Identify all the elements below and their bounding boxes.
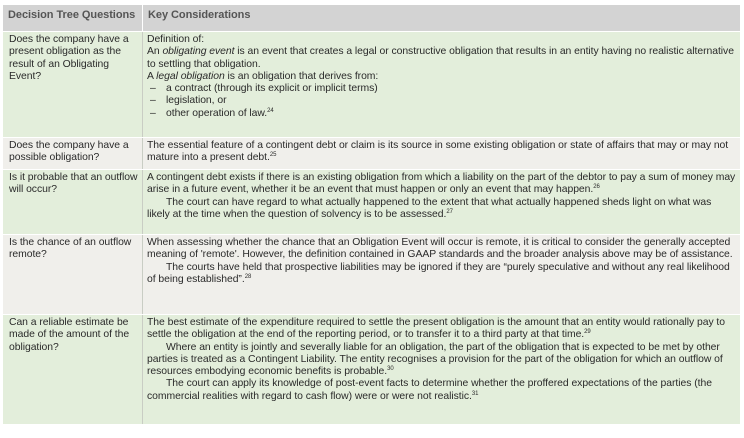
considerations-cell: [143, 32, 741, 138]
footnote-ref: 25: [269, 152, 277, 159]
definition-heading: Definition of:: [147, 34, 205, 45]
question-cell: Is the chance of an outflow remote?: [3, 235, 143, 315]
footnote-ref: 30: [387, 366, 394, 373]
dash-list: [147, 83, 736, 120]
considerations-cell: [143, 138, 741, 170]
footnote-ref: 28: [244, 273, 252, 280]
paragraph: When assessing whether the chance that an Obligation Event will occur is remote, it is critical to consider the generally accepted meaning of 'remote'. However, the definition contained in GAAP standards and the broader analysis above may be of assistance.: [147, 237, 733, 261]
column-header-questions: Decision Tree Questions: [3, 5, 143, 32]
paragraph: The court can have regard to what actually happened to the extent that what actually happened sheds light on what was likely at the time when the question of solvency is to be assessed.$^{27}$: [147, 196, 712, 220]
paragraph: Where an entity is jointly and severally liable for an obligation, the part of the obligation that is expected to be met by other parties is treated as a Contingent Liability. The entity recognises a provision for the part of the obligation for which an outflow of resources embodying economic benefits is probable.$^{30}$: [147, 341, 723, 378]
considerations-cell: [143, 235, 741, 315]
paragraph: The courts have held that prospective liabilities may be ignored if they are “purely speculative and without any real likelihood of being established”.$^{28}$: [147, 261, 730, 285]
considerations-cell: [143, 315, 741, 425]
table-row: [3, 32, 741, 138]
column-header-considerations: Key Considerations: [143, 5, 741, 32]
paragraph: The best estimate of the expenditure required to settle the present obligation is the amount that an entity would rationally pay to settle the obligation at the end of the reporting period, or to transfer it to a third party at that time.$^{29}$: [147, 317, 725, 341]
list-item: – a contract (through its explicit or implicit terms): [150, 83, 736, 95]
footnote-ref: 29: [584, 329, 591, 336]
table-row: [3, 138, 741, 170]
footnote-ref: 27: [446, 208, 453, 215]
paragraph: The court can apply its knowledge of post-event facts to determine whether the proffered expectations of the parties (the commercial realities with regard to cash flow) were or were not realistic.$^{31}$: [147, 378, 712, 402]
table-row: [3, 170, 741, 235]
footnote-ref: 24: [267, 107, 274, 114]
table-header-row: [3, 5, 741, 32]
question-cell: Is it probable that an outflow will occur?: [3, 170, 143, 235]
table-row: [3, 235, 741, 315]
paragraph: The essential feature of a contingent debt or claim is its source in some existing obligation or state of affairs that may or may not mature into a present debt.$^{25}$: [147, 140, 729, 164]
list-item: – legislation, or: [150, 95, 736, 107]
question-cell: Does the company have a present obligation as the result of an Obligating Event?: [3, 32, 143, 138]
footnote-ref: 31: [471, 390, 479, 397]
question-cell: Can a reliable estimate be made of the amount of the obligation?: [3, 315, 143, 425]
considerations-cell: [143, 170, 741, 235]
paragraph: A contingent debt exists if there is an existing obligation from which a liability on the part of the debtor to pay a sum of money may arise in a future event, whether it be an event that must happen or only an event that may happen.$^{26}$: [147, 172, 736, 196]
paragraph: An obligating event is an event that creates a legal or constructive obligation that results in an entity having no realistic alternative to settling that obligation.: [147, 46, 734, 70]
list-item: – other operation of law.$^{24}$: [150, 108, 736, 120]
paragraph: A legal obligation is an obligation that derives from:: [147, 70, 379, 82]
footnote-ref: 26: [593, 184, 600, 191]
question-cell: Does the company have a possible obligation?: [3, 138, 143, 170]
decision-tree-table: [2, 4, 741, 425]
table-row: [3, 315, 741, 425]
